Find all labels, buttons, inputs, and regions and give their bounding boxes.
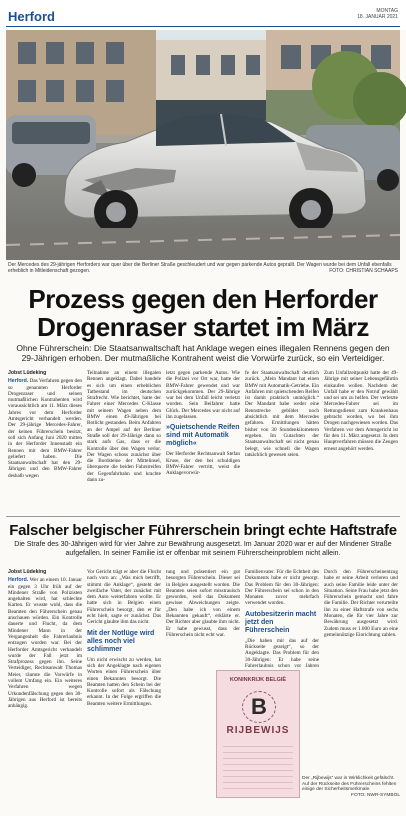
header-rule	[6, 26, 400, 27]
article2-subhead1: Mit der Notlüge wird alles noch viel schlimmer	[87, 629, 155, 653]
article2-col1-text: Wer an einem 10. Januar ein gegen 3 Uhr früh auf der Mindener Straße von Polizisten angehalten wird, hat schlechte Karten. Er wusste wohl, dass die Beamten den Führerschein genau anschauen würden. Ein Kontrolle dauerte und Flucht, da dem Mindener Mann in der Vergangenheit die Fahrerlaubnis entzogen worden war. Bei der Herforder Amtsgericht verhandelt wurde der Fall jetzt im Strafprozess gegen ihn. Seine Verteidiger, Rechtsanwalt Thomas Meier, räumte die Vorwürfe in vollem Umfang ein. Ein weiteres Verfahren wegen Urkundenfälschung gegen den 30-Jährigen aus Herford ist bereits anhängig.	[8, 577, 82, 710]
license-country-letter: B	[242, 691, 276, 723]
article2-author: Jobst Lüdeking	[8, 569, 47, 575]
license-photo	[216, 670, 300, 798]
article1-col3b-text: Der Herforder Rechtsanwalt Stefan Kruse, der den bei schuldigen BMW-Fahrer vertritt, weist die Anklagevorwür-	[166, 451, 240, 477]
article1-headline: Prozess gegen den Herforder Drogenraser startet im März	[28, 284, 378, 342]
article1-col2-text: Teilnahme an einem illegalen Rennen angeklagt. Dabei handele es sich um einen erheblichen Tatbestand im deutschen Strafrecht. Wie berichtet, hatte der Fahrer einer Mercedes C-Klasse mit seinem Wagen neben dem BMW einen 49-Jährigen bei Rotlicht gestanden. Beim Anfahren an der Ampel auf der Berliner Straße soll der 29-Jährige dann so stark aufs Gas, dass er die Kontrolle über den Wagen verlor. Der Wagen schoss zunächst über die Bordsteine der Mittelinsel, überquerte die beiden Fahrstreifen der Gegenfahrbahn und krachte dann zu-	[87, 370, 161, 484]
article1-col4-text: fe der Staatsanwaltschaft deutlich zurück. „Mein Mandant hat einen BMW mit Automatik-Getriebe. Ein Anfahren mit quietschenden Reifen ist damit praktisch unmöglich.“ Der Mandant habe weder eine Rennstrecke gebildet noch absichtlich mit dem Mercedes gefahren. Ermittlungen hätten bisher von 30 Stundenkilometern ergeben. Im Gutachten der Staatsanwaltschaft sei nicht genau belegt, wie schnell die Wagen tatsächlich gewesen seien.	[245, 370, 319, 458]
photo-caption	[8, 262, 398, 274]
article2-col4b-text: „Die haben mir das auf der Rückseite gezeigt“, so der Angeklagte. Das Problem für den 30-Jährigen: Er habe seine Fahrerlaubnis schon vor Jahren	[245, 637, 319, 669]
license-guilloche	[223, 745, 293, 789]
article2-body	[8, 569, 398, 809]
issue-date-text: 18. JANUAR 2021	[357, 14, 398, 20]
article2-subline: Die Strafe des 30-Jährigen wird für vier Jahre zur Bewährung ausgesetzt. Im Januar 2020 war er auf der Mindener Straße aufgefallen. In seiner Familie ist er offenbar mit seinem Führerscheinproblem nicht allein.	[14, 541, 392, 557]
article2-col2	[87, 569, 161, 809]
article1-author: Jobst Lüdeking	[8, 370, 47, 376]
article2-col2b-text: Um nicht erwischt zu werden, hat sich der Angeklagte nach eigenen Worten einen Führerschein über einen Bekannten besorgt. Die Beamten hatten den Schein bei der Kontrolle sofort als Fälschung erkannt. In der Folge ergriffen die Beamten weitere Ermittlungen.	[87, 656, 161, 707]
article-divider	[6, 516, 400, 517]
article1-subline: Ohne Führerschein: Die Staatsanwaltschaft hat Anklage wegen eines illegalen Rennens gegen den 29-Jährigen erhoben. Der mutmaßliche Kontrahent weist die Vorwürfe zurück, so ein Verteidiger.	[16, 343, 390, 363]
article2-col5	[324, 569, 398, 773]
accident-photo	[6, 30, 400, 260]
article1-col4	[245, 370, 319, 512]
article1-col1	[8, 370, 82, 512]
license-country: KONINKRIJK BELGIË	[229, 677, 287, 683]
article2-col4	[245, 569, 319, 667]
issue-day: MONTAG	[376, 8, 398, 14]
license-label: RIJBEWIJS	[226, 725, 290, 736]
article1-col5-text: Zum Unfallzeitpunkt hatte der 49-Jährige mit seiner Lebensgefährtin einkaufen wollen. Nachdem der Unfall habe er den Notruf gewählt und sei um zu helfen. Der verletzte Mercedes-Fahrer sei im Rettungsdienst zum Krankenhaus gebracht worden, wo bei ihm Drogen nachgewiesen worden. Das Verfahren vor dem Amtsgericht ist für den 11. März angesetzt. In dem Hauptverfahren müssen die Zeugen erneut angehört werden.	[324, 370, 398, 452]
article2-col3	[166, 569, 240, 667]
issue-date	[357, 8, 398, 20]
article2-col4-text: Familienvater. Für die Echtheit des Dokuments habe er nicht gesorgt. Das Problem für den 30-Jährigen: Der Führerschein sei schon in den Monaten zuvor mehrfach verwendet worden.	[245, 569, 319, 607]
article1-col5	[324, 370, 398, 512]
photo-caption-text: Der Mercedes des 29-jährigen Herforders war quer über die Berliner Straße geschleudert und war gegen parkende Autos geprallt. Der Wagen wurde bei dem Unfall ebenfalls erheblich in Mitleidenschaft gezogen.	[8, 262, 392, 274]
license-credit: FOTO: NWR-SYMBOL	[351, 792, 400, 798]
accident-photo-illustration	[6, 30, 400, 260]
article2-headline: Falscher belgischer Führerschein bringt echte Haftstrafe	[9, 522, 397, 539]
article1-col3	[166, 370, 240, 512]
article2-col5-text: Durch den Führerscheinentzug habe er seine Arbeit verloren und auch seine Familie leide unter der Situation. Seine Frau habe jetzt den Führerschein gemacht und fahre die Familie. Der Richter verurteilte ihn zu einer Haftstrafe von sechs Monaten, die für vier Jahre zur Bewährung ausgesetzt wird. Zudem muss er 1.000 Euro an eine gemeinnützige Einrichtung zahlen.	[324, 569, 398, 638]
article1-dateline: Herford.	[8, 378, 29, 385]
article2-subhead2: Autobesitzerin macht jetzt den Führerschein	[245, 610, 317, 634]
article2-dateline: Herford.	[8, 577, 29, 584]
article1-col2	[87, 370, 161, 512]
license-caption-text: Der „Rijbewijs“ war in Wirklichkeit gefälscht. Auf der Rückseite des Führerscheins fehlten einige der Sicherheitsmerkmale.	[302, 776, 397, 793]
article1-body	[8, 370, 398, 512]
license-caption	[302, 776, 400, 798]
article2-col2-text: Vor Gericht trägt er aber die Flucht nach vorn an: „Was mich betrifft, stimmt die Anklage“, gesteht der zweifache Vater, der zunächst mit dem Auto weiterfahren wollte. Er hatte sich in Belgien einen Führerschein besorgt, den er für echt hielt, sagte er zunächst. Das Gericht glaubte ihm das nicht.	[87, 569, 161, 626]
article2-col3-text: tung und präsentiert ein gut besorgten Führerschein. Dieser sei in Belgien ausgestellt worden. Die Beamten seien sofort misstrauisch geworden, weil das Dokument gewisse Abweichungen zeigte. „Den habe ich von einem Bekannten gekauft“, erklärte er. Der Richter aber glaubte ihm nicht. Er habe gewusst, dass der Führerschein nicht echt war.	[166, 569, 240, 638]
section-title: Herford	[8, 9, 55, 24]
article1-col1-text: Das Verfahren gegen den so genannten Herforder Drogenraser und seinen mutmaßlichen Kontrahenten wird voraussichtlich am 11. März dieses Jahres vor dem Herforder Amtsgericht verhandelt werden. Der 29-jährige Mercedes-Fahrer, der keinen Führerschein besitzt, soll sich Anfang Juni 2020 mitten in der Herforder Innenstadt ein Rennen mit dem BMW-Fahrer geliefert haben. Die Staatsanwaltschaft hat den 29-Jährigen und den BMW-Fahrer deshalb wegen	[8, 378, 83, 479]
article1-col3-text: letzt gegen parkende Autos. Wie die Polizei vor Ort war, hatte der BMW-Fahrer gewendet und war zurückgekommen. Der 29-Jährige war bei dem Unfall leicht verletzt worden. Sein Beifahrer hatte Glück. Der Mercedes war nicht auf ihn zugelassen.	[166, 370, 240, 421]
photo-credit: FOTO: CHRISTIAN SCHAAPS	[329, 268, 398, 274]
article1-subhead: »Quietschende Reifen sind mit Automatik möglich«	[166, 424, 240, 448]
article2-col1	[8, 569, 82, 809]
